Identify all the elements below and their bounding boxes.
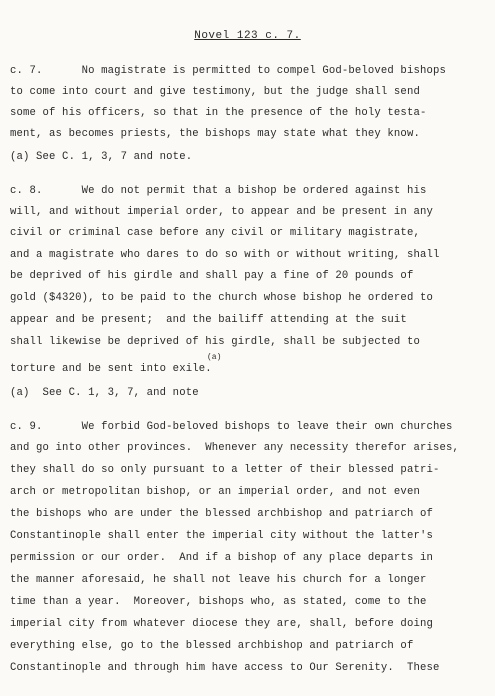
c9-line-11: everything else, go to the blessed archbishop and patriarch of <box>10 640 414 652</box>
c8-line-6: gold ($4320), to be paid to the church whose bishop he ordered to <box>10 292 433 304</box>
c9-line-1: c. 9. We forbid God-beloved bishops to leave their own churches <box>10 421 453 433</box>
c8-line-5: be deprived of his girdle and shall pay a fine of 20 pounds of <box>10 270 414 282</box>
c9-line-9: time than a year. Moreover, bishops who, as stated, come to the <box>10 596 427 608</box>
c9-line-3: they shall do so only pursuant to a letter of their blessed patri- <box>10 464 440 476</box>
c7-line-2: to come into court and give testimony, but the judge shall send <box>10 86 420 98</box>
c7-line-4: ment, as becomes priests, the bishops may state what they know. <box>10 128 420 140</box>
c9-line-10: imperial city from whatever diocese they are, shall, before doing <box>10 618 433 630</box>
c8-footnote-marker: (a) <box>207 353 222 362</box>
c7-footnote: (a) See C. 1, 3, 7 and note. <box>10 151 193 163</box>
c9-line-5: the bishops who are under the blessed archbishop and patriarch of <box>10 508 433 520</box>
c7-line-1: c. 7. No magistrate is permitted to compel God-beloved bishops <box>10 65 446 77</box>
c8-line-7: appear and be present; and the bailiff attending at the suit <box>10 314 407 326</box>
c8-line-2: will, and without imperial order, to appear and be present in any <box>10 206 433 218</box>
c9-line-8: the manner aforesaid, he shall not leave his church for a longer <box>10 574 427 586</box>
c7-line-3: some of his officers, so that in the presence of the holy testa- <box>10 107 427 119</box>
c8-footnote: (a) See C. 1, 3, 7, and note <box>10 387 199 399</box>
c8-line-8: shall likewise be deprived of his girdle, shall be subjected to <box>10 336 420 348</box>
c9-line-4: arch or metropolitan bishop, or an imperial order, and not even <box>10 486 420 498</box>
c8-line-4: and a magistrate who dares to do so with or without writing, shall <box>10 249 440 261</box>
c9-line-12: Constantinople and through him have access to Our Serenity. These <box>10 662 440 674</box>
c9-line-6: Constantinople shall enter the imperial city without the latter's <box>10 530 433 542</box>
c9-line-2: and go into other provinces. Whenever any necessity therefor arises, <box>10 442 460 454</box>
c8-line-9: torture and be sent into exile. <box>10 363 212 375</box>
c9-line-7: permission or our order. And if a bishop of any place departs in <box>10 552 433 564</box>
c8-line-3: civil or criminal case before any civil or military magistrate, <box>10 227 420 239</box>
page-title: Novel 123 c. 7. <box>194 30 301 42</box>
c8-line-1: c. 8. We do not permit that a bishop be ordered against his <box>10 185 427 197</box>
